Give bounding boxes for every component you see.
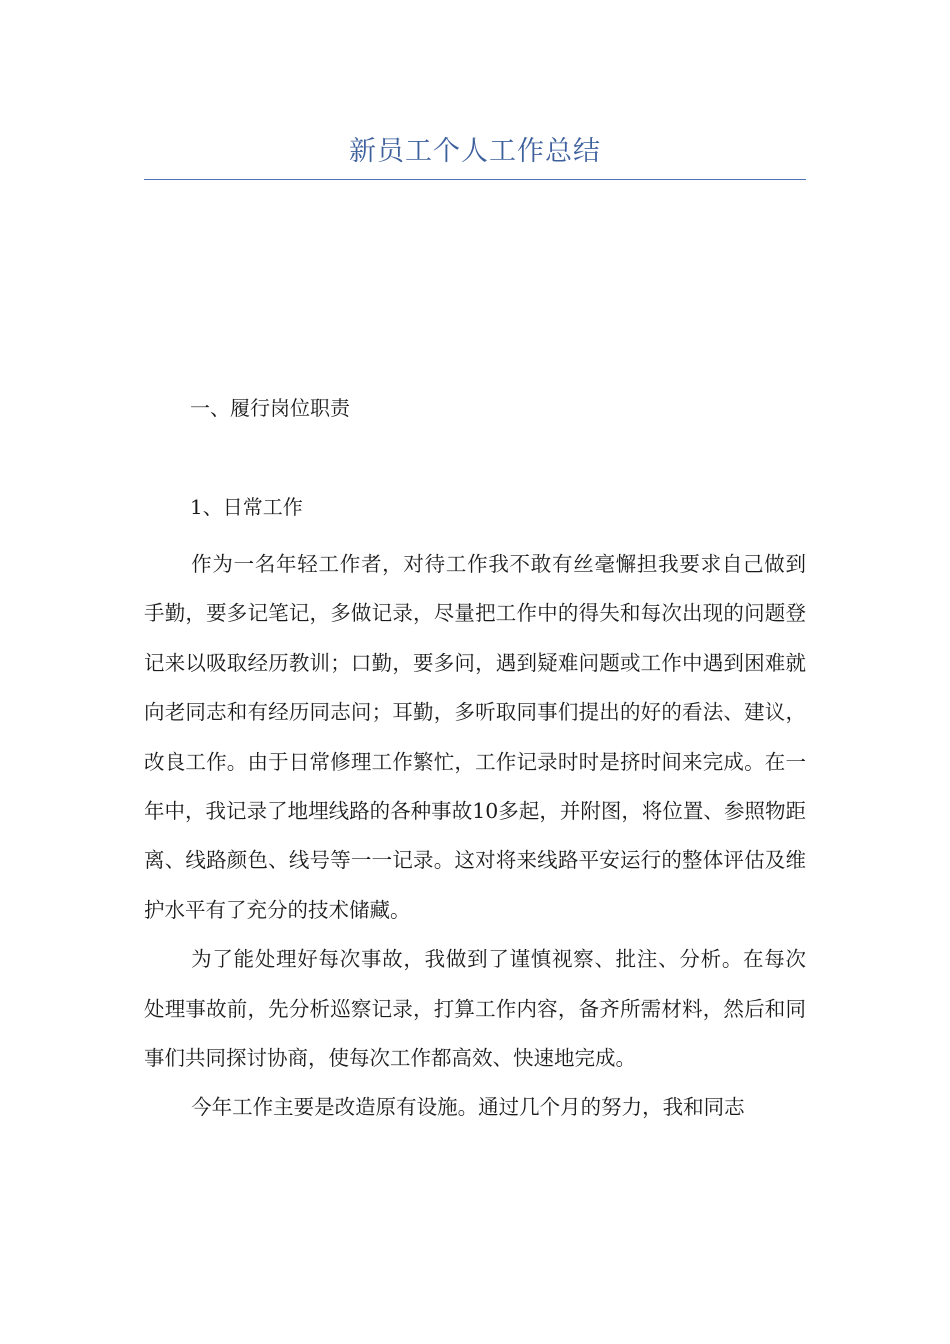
title-underline	[144, 179, 806, 180]
sub-heading: 1、日常工作	[190, 495, 303, 519]
document-title: 新员工个人工作总结	[349, 136, 601, 167]
paragraph-2: 为了能处理好每次事故，我做到了谨慎视察、批注、分析。在每次处理事故前，先分析巡察记录，打算工作内容，备齐所需材料，然后和同事们共同探讨协商，使每次工作都高效、快速地完成。	[144, 947, 806, 1071]
paragraph-3: 今年工作主要是改造原有设施。通过几个月的努力，我和同志	[191, 1095, 745, 1120]
paragraph-1: 作为一名年轻工作者，对待工作我不敢有丝毫懈担我要求自己做到手勤，要多记笔记，多做记录，尽量把工作中的得失和每次出现的问题登记来以吸取经历教训；口勤，要多问，遇到疑难问题或工作中遇到困难就向老同志和有经历同志问；耳勤，多听取同事们提出的好的看法、建议，改良工作。由于日常修理工作繁忙，工作记录时时是挤时间来完成。在一年中，我记录了地埋线路的各种事故10多起，并附图，将位置、参照物距离、线路颜色、线号等一一记录。这对将来线路平安运行的整体评估及维护水平有了充分的技术储藏。	[144, 552, 806, 922]
document-body	[144, 540, 806, 1133]
section-heading: 一、履行岗位职责	[190, 396, 350, 420]
